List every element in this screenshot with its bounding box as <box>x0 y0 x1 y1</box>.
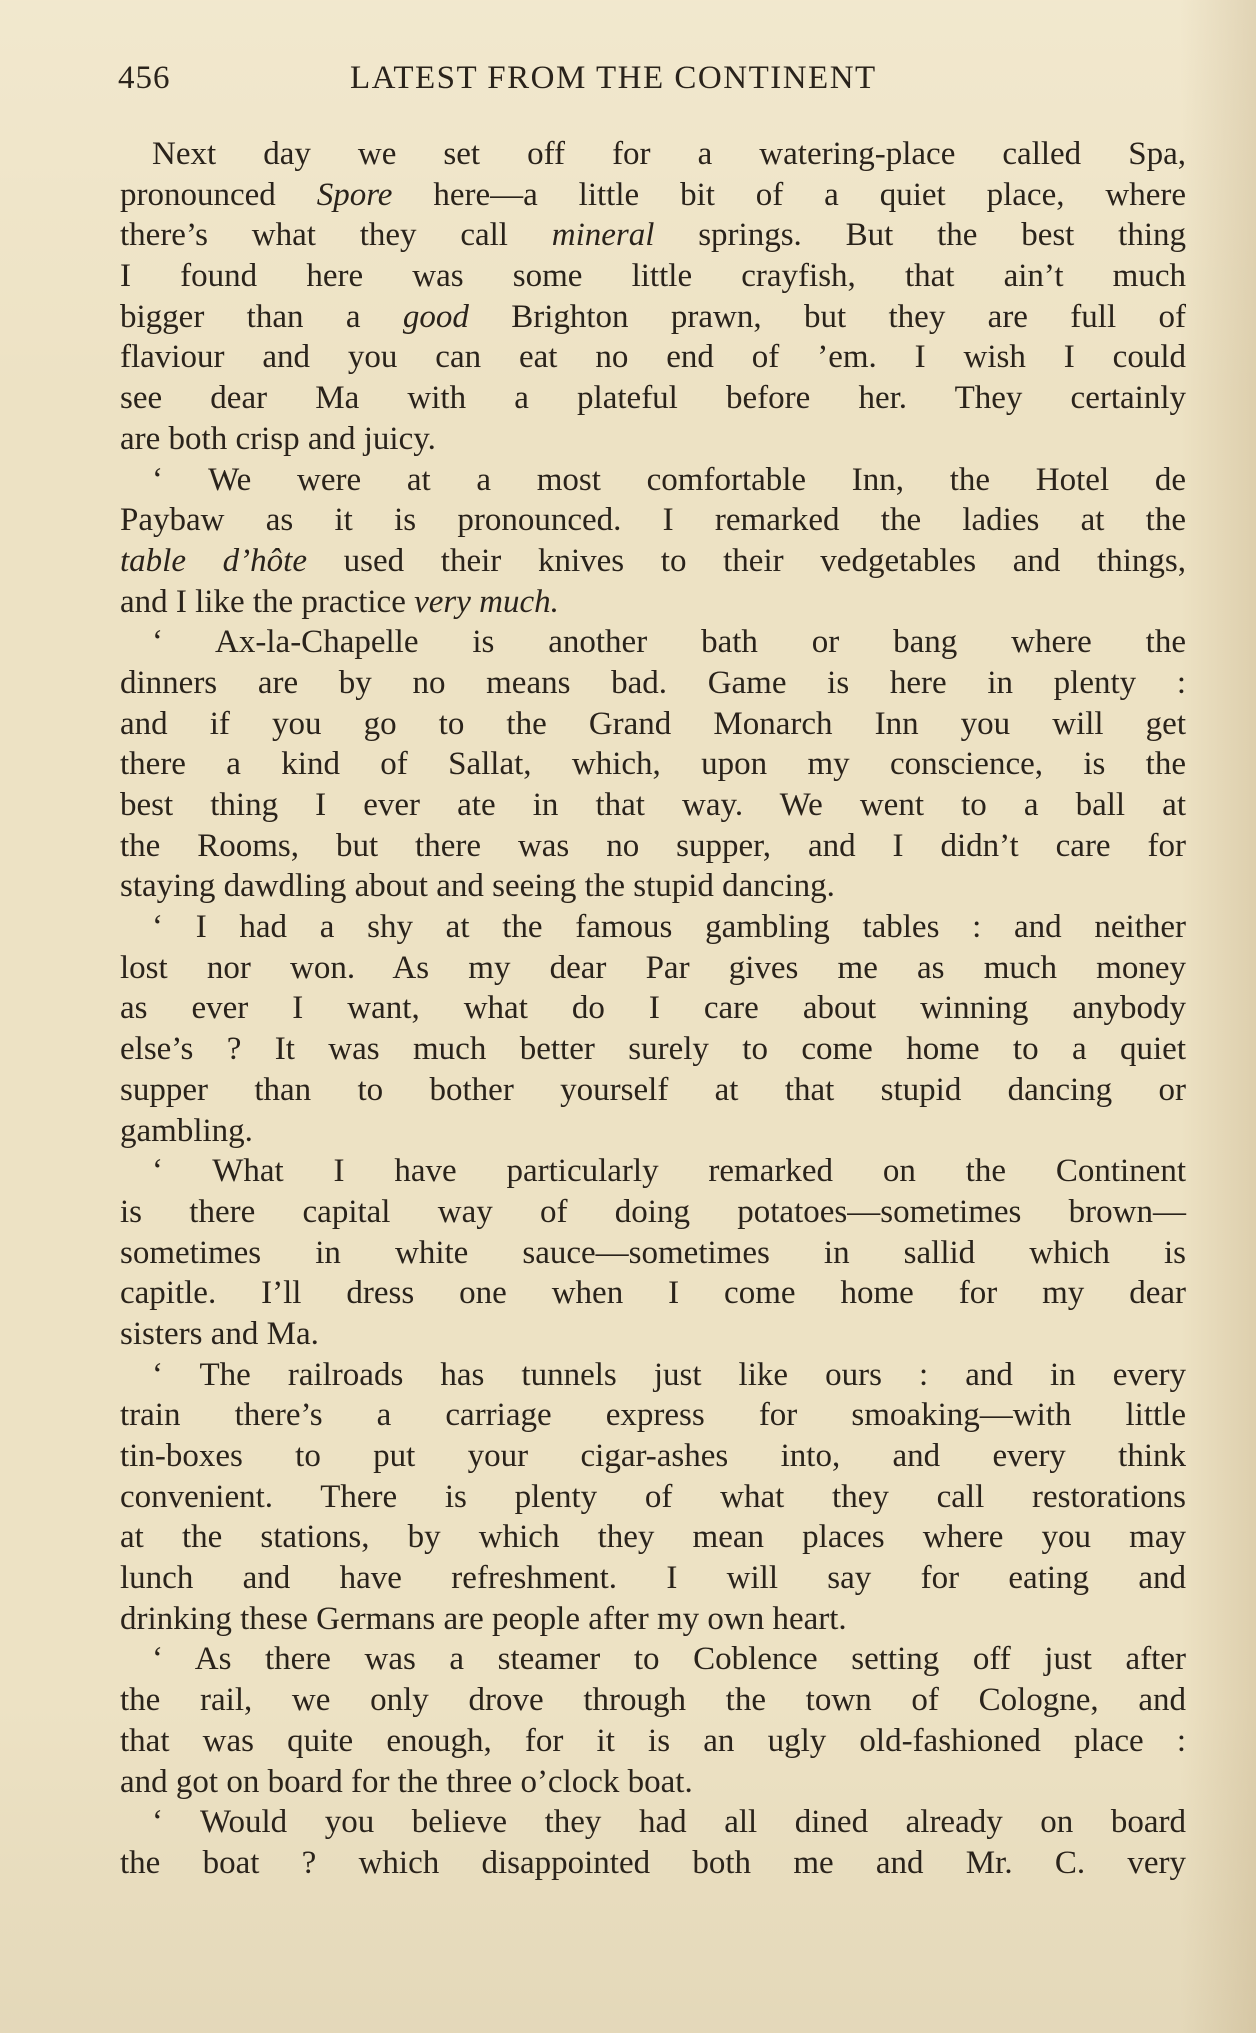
text-line: flaviour and you can eat no end of ’em. I wish I could <box>120 339 1186 376</box>
text-line: gambling. <box>120 1112 253 1149</box>
text-line: see dear Ma with a plateful before her. They certainly <box>120 380 1186 417</box>
text-line: sisters and Ma. <box>120 1315 319 1352</box>
text-line: the rail, we only drove through the town of Cologne, and <box>120 1682 1186 1719</box>
text-line: else’s ? It was much better surely to come home to a quiet <box>120 1031 1186 1068</box>
text-line: train there’s a carriage express for smoaking—with little <box>120 1397 1186 1434</box>
text-line: and got on board for the three o’clock boat. <box>120 1763 693 1800</box>
text-line: ‘ I had a shy at the famous gambling tables : and neither <box>152 909 1186 946</box>
page-header <box>118 54 1188 104</box>
text-line: ‘ The railroads has tunnels just like ours : and in every <box>152 1356 1186 1393</box>
text-line: and if you go to the Grand Monarch Inn you will get <box>120 705 1186 742</box>
text-line: supper than to bother yourself at that stupid dancing or <box>120 1071 1186 1108</box>
text-line: ‘ As there was a steamer to Coblence setting off just after <box>152 1641 1186 1678</box>
text-line: dinners are by no means bad. Game is here in plenty : <box>120 664 1186 701</box>
text-line: ‘ We were at a most comfortable Inn, the Hotel de <box>152 461 1186 498</box>
text-line: Next day we set off for a watering-place called Spa, <box>152 136 1186 172</box>
text-line: capitle. I’ll dress one when I come home for my dear <box>120 1275 1186 1312</box>
text-line: lost nor won. As my dear Par gives me as much money <box>120 949 1186 986</box>
running-title: LATEST FROM THE CONTINENT <box>350 60 877 96</box>
text-line: convenient. There is plenty of what they call restorations <box>120 1478 1186 1515</box>
text-line: at the stations, by which they mean places where you may <box>120 1519 1186 1556</box>
text-line: drinking these Germans are people after my own heart. <box>120 1600 847 1637</box>
text-line: best thing I ever ate in that way. We went to a ball at <box>120 787 1186 823</box>
text-line: is there capital way of doing potatoes—sometimes brown— <box>120 1193 1186 1230</box>
text-line: as ever I want, what do I care about winning anybody <box>120 990 1186 1027</box>
text-line: table d’hôte used their knives to their vedgetables and things, <box>120 542 1186 579</box>
text-line: tin-boxes to put your cigar-ashes into, and every think <box>120 1438 1186 1474</box>
text-line: there’s what they call mineral springs. But the best thing <box>120 217 1186 254</box>
text-line: staying dawdling about and seeing the stupid dancing. <box>120 868 835 905</box>
text-line: bigger than a good Brighton prawn, but they are full of <box>120 298 1186 335</box>
text-line: and I like the practice very much. <box>120 583 559 620</box>
text-line: are both crisp and juicy. <box>120 420 436 457</box>
text-line: ‘ Would you believe they had all dined already on board <box>152 1804 1186 1841</box>
text-line: pronounced Spore here—a little bit of a quiet place, where <box>120 176 1186 213</box>
text-line: there a kind of Sallat, which, upon my conscience, is the <box>120 746 1186 783</box>
text-line: lunch and have refreshment. I will say for eating and <box>120 1560 1186 1597</box>
text-line: I found here was some little crayfish, that ain’t much <box>120 258 1186 295</box>
text-line: sometimes in white sauce—sometimes in sallid which is <box>120 1234 1186 1271</box>
text-line: the Rooms, but there was no supper, and I didn’t care for <box>120 827 1186 864</box>
body-text <box>120 134 1186 1884</box>
page-number: 456 <box>118 60 171 96</box>
text-line: ‘ What I have particularly remarked on the Continent <box>152 1153 1186 1190</box>
text-line: Paybaw as it is pronounced. I remarked the ladies at the <box>120 502 1186 539</box>
text-line: ‘ Ax-la-Chapelle is another bath or bang where the <box>152 624 1186 661</box>
text-line: the boat ? which disappointed both me and Mr. C. very <box>120 1844 1186 1881</box>
text-line: that was quite enough, for it is an ugly old-fashioned place : <box>120 1722 1186 1759</box>
